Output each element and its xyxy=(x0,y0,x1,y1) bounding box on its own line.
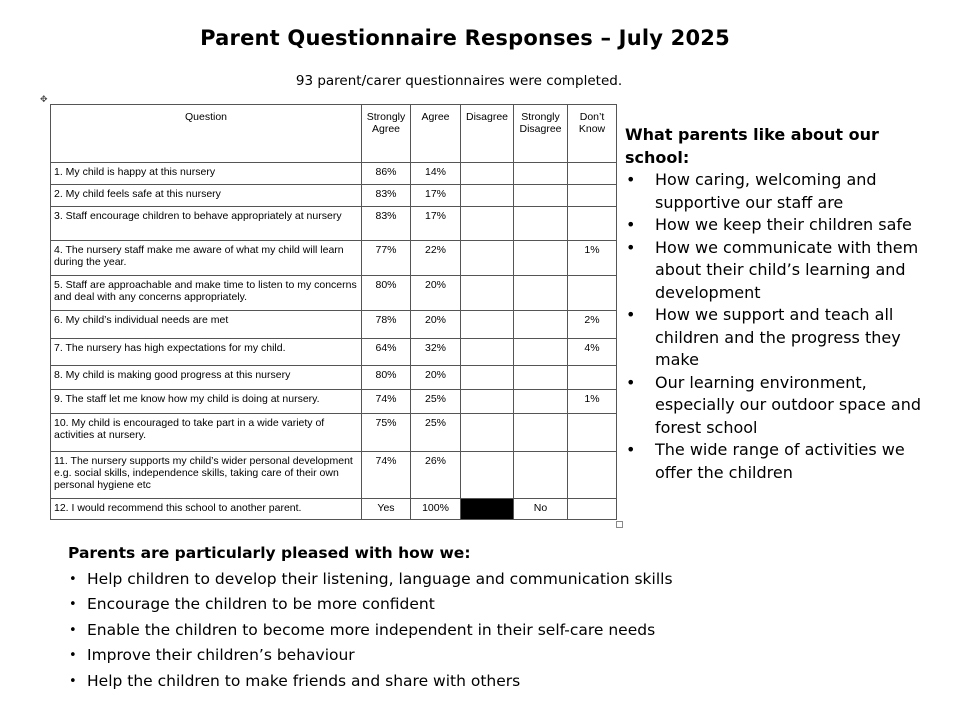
list-item: • The wide range of activities we offer the children xyxy=(625,439,925,484)
dont-know-cell xyxy=(568,185,617,207)
disagree-cell xyxy=(461,207,514,241)
table-row xyxy=(51,452,617,499)
strongly-disagree-cell xyxy=(514,452,568,499)
agree-cell: 14% xyxy=(411,163,461,185)
dont-know-cell: 4% xyxy=(568,339,617,366)
agree-cell: 20% xyxy=(411,366,461,390)
question-cell: 10. My child is encouraged to take part in a wide variety of activities at nursery. xyxy=(51,414,362,452)
table-move-handle-icon[interactable]: ✥ xyxy=(40,95,48,105)
strongly-disagree-cell xyxy=(514,276,568,311)
question-cell: 12. I would recommend this school to another parent. xyxy=(51,499,362,520)
list-item: • How caring, welcoming and supportive our staff are xyxy=(625,169,925,214)
strongly-disagree-cell xyxy=(514,366,568,390)
column-header-strongly-disagree: Strongly Disagree xyxy=(514,105,568,163)
page-title: Parent Questionnaire Responses – July 2025 xyxy=(200,26,730,50)
likes-panel xyxy=(625,124,925,484)
question-cell: 2. My child feels safe at this nursery xyxy=(51,185,362,207)
table-row xyxy=(51,163,617,185)
strongly-agree-cell: 74% xyxy=(362,452,411,499)
strongly-agree-cell: 86% xyxy=(362,163,411,185)
list-item: • Help children to develop their listening, language and communication skills xyxy=(68,567,928,593)
disagree-cell xyxy=(461,311,514,339)
column-header-disagree: Disagree xyxy=(461,105,514,163)
strongly-agree-cell: 83% xyxy=(362,185,411,207)
question-cell: 8. My child is making good progress at this nursery xyxy=(51,366,362,390)
agree-cell: 25% xyxy=(411,414,461,452)
column-header-agree: Agree xyxy=(411,105,461,163)
table-row xyxy=(51,339,617,366)
disagree-cell xyxy=(461,241,514,276)
pleased-list xyxy=(68,567,928,695)
strongly-agree-cell: 74% xyxy=(362,390,411,414)
disagree-cell xyxy=(461,185,514,207)
table-resize-handle[interactable] xyxy=(616,521,623,528)
strongly-agree-cell: 83% xyxy=(362,207,411,241)
list-item: • Help the children to make friends and share with others xyxy=(68,669,928,695)
strongly-disagree-cell xyxy=(514,241,568,276)
dont-know-cell: 2% xyxy=(568,311,617,339)
likes-list xyxy=(625,169,925,484)
strongly-disagree-cell xyxy=(514,414,568,452)
question-cell: 11. The nursery supports my child’s wider personal development e.g. social skills, independence skills, taking care of their own personal hygiene etc xyxy=(51,452,362,499)
agree-cell: 32% xyxy=(411,339,461,366)
table-row xyxy=(51,276,617,311)
list-item: • How we communicate with them about their child’s learning and development xyxy=(625,237,925,305)
table-row xyxy=(51,185,617,207)
question-cell: 1. My child is happy at this nursery xyxy=(51,163,362,185)
list-item: • Encourage the children to be more confident xyxy=(68,592,928,618)
table-row xyxy=(51,390,617,414)
strongly-agree-cell: 78% xyxy=(362,311,411,339)
pleased-heading: Parents are particularly pleased with how we: xyxy=(68,544,471,562)
disagree-cell xyxy=(461,276,514,311)
dont-know-cell xyxy=(568,163,617,185)
question-cell: 4. The nursery staff make me aware of what my child will learn during the year. xyxy=(51,241,362,276)
table-row xyxy=(51,414,617,452)
likes-heading: What parents like about our school: xyxy=(625,125,879,167)
agree-cell: 26% xyxy=(411,452,461,499)
strongly-disagree-cell xyxy=(514,185,568,207)
dont-know-cell: 1% xyxy=(568,390,617,414)
strongly-disagree-cell xyxy=(514,163,568,185)
question-cell: 3. Staff encourage children to behave appropriately at nursery xyxy=(51,207,362,241)
question-cell: 6. My child’s individual needs are met xyxy=(51,311,362,339)
strongly-agree-cell: 75% xyxy=(362,414,411,452)
no-value-cell xyxy=(568,499,617,520)
list-item: • Improve their children’s behaviour xyxy=(68,643,928,669)
dont-know-cell xyxy=(568,276,617,311)
table-header-row xyxy=(51,105,617,163)
agree-cell: 17% xyxy=(411,207,461,241)
question-cell: 7. The nursery has high expectations for my child. xyxy=(51,339,362,366)
strongly-disagree-cell xyxy=(514,311,568,339)
list-item: • Enable the children to become more independent in their self-care needs xyxy=(68,618,928,644)
agree-cell: 17% xyxy=(411,185,461,207)
disagree-cell xyxy=(461,339,514,366)
table-row-recommend xyxy=(51,499,617,520)
blacked-out-cell xyxy=(461,499,514,520)
agree-cell: 20% xyxy=(411,276,461,311)
agree-cell: 25% xyxy=(411,390,461,414)
no-label-cell: No xyxy=(514,499,568,520)
strongly-disagree-cell xyxy=(514,339,568,366)
dont-know-cell xyxy=(568,452,617,499)
table-row xyxy=(51,207,617,241)
strongly-disagree-cell xyxy=(514,390,568,414)
strongly-agree-cell: 80% xyxy=(362,366,411,390)
yes-value-cell: 100% xyxy=(411,499,461,520)
strongly-agree-cell: 77% xyxy=(362,241,411,276)
table-row xyxy=(51,241,617,276)
agree-cell: 20% xyxy=(411,311,461,339)
questionnaire-table xyxy=(50,104,617,520)
column-header-dont-know: Don’t Know xyxy=(568,105,617,163)
disagree-cell xyxy=(461,390,514,414)
page-subtitle: 93 parent/carer questionnaires were completed. xyxy=(295,73,623,89)
column-header-strongly-agree: Strongly Agree xyxy=(362,105,411,163)
dont-know-cell xyxy=(568,366,617,390)
strongly-disagree-cell xyxy=(514,207,568,241)
table-row xyxy=(51,311,617,339)
disagree-cell xyxy=(461,452,514,499)
disagree-cell xyxy=(461,366,514,390)
strongly-agree-cell: 64% xyxy=(362,339,411,366)
question-cell: 5. Staff are approachable and make time to listen to my concerns and deal with any concerns appropriately. xyxy=(51,276,362,311)
list-item: • Our learning environment, especially our outdoor space and forest school xyxy=(625,372,925,440)
pleased-panel xyxy=(68,541,928,694)
question-cell: 9. The staff let me know how my child is doing at nursery. xyxy=(51,390,362,414)
dont-know-cell: 1% xyxy=(568,241,617,276)
list-item: • How we keep their children safe xyxy=(625,214,925,237)
table-row xyxy=(51,366,617,390)
strongly-agree-cell: 80% xyxy=(362,276,411,311)
agree-cell: 22% xyxy=(411,241,461,276)
yes-label-cell: Yes xyxy=(362,499,411,520)
dont-know-cell xyxy=(568,207,617,241)
column-header-question: Question xyxy=(51,105,362,163)
disagree-cell xyxy=(461,163,514,185)
dont-know-cell xyxy=(568,414,617,452)
list-item: • How we support and teach all children and the progress they make xyxy=(625,304,925,372)
disagree-cell xyxy=(461,414,514,452)
